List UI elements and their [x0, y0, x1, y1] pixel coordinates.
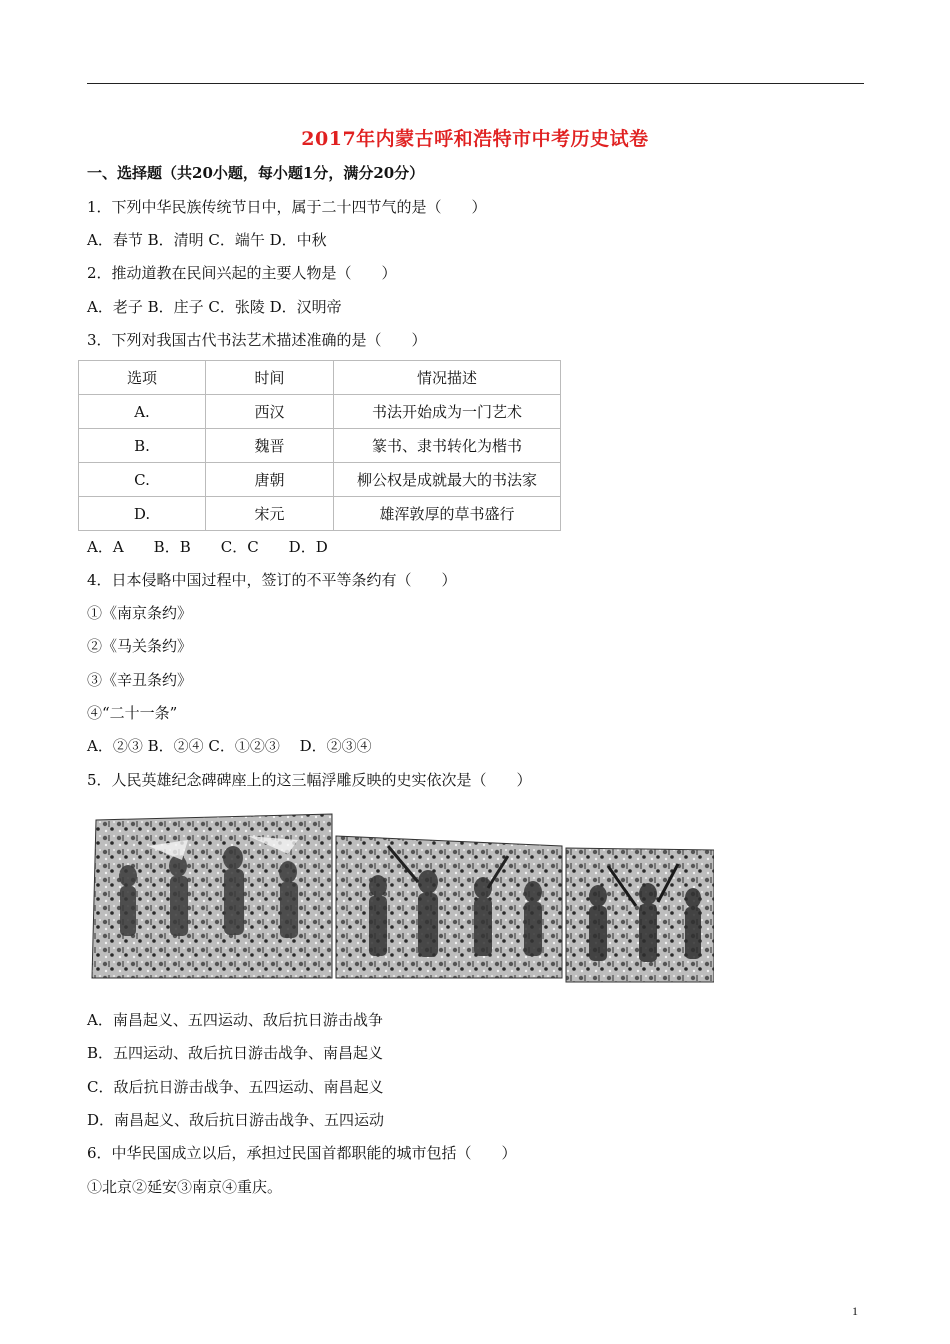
page-number: 1	[852, 1304, 858, 1318]
question-1-options: A．春节 B．清明 C．端午 D．中秋	[87, 231, 327, 249]
question-3-options: A．A B．B C．C D．D	[87, 538, 328, 556]
table-cell: 篆书、隶书转化为楷书	[334, 429, 561, 463]
table-header-cell: 选项	[79, 361, 206, 395]
question-4-stem: 4．日本侵略中国过程中，签订的不平等条约有（ ）	[87, 571, 457, 589]
table-cell: A.	[79, 395, 206, 429]
table-header-row	[79, 361, 561, 395]
question-6-item: ①北京②延安③南京④重庆。	[87, 1178, 283, 1196]
question-3-stem: 3．下列对我国古代书法艺术描述准确的是（ ）	[87, 331, 427, 349]
table-cell: 西汉	[206, 395, 334, 429]
table-row	[79, 497, 561, 531]
question-5-stem: 5．人民英雄纪念碑碑座上的这三幅浮雕反映的史实依次是（ ）	[87, 771, 532, 789]
question-5-option: B．五四运动、敌后抗日游击战争、南昌起义	[87, 1044, 384, 1062]
question-2-stem: 2．推动道教在民间兴起的主要人物是（ ）	[87, 264, 397, 282]
question-4-item: ①《南京条约》	[87, 604, 193, 622]
table-cell: 唐朝	[206, 463, 334, 497]
table-cell: D.	[79, 497, 206, 531]
question-4-item: ④“二十一条”	[87, 704, 178, 722]
question-6-stem: 6．中华民国成立以后，承担过民国首都职能的城市包括（ ）	[87, 1144, 517, 1162]
question-4-options: A．②③ B．②④ C．①②③ D．②③④	[87, 737, 372, 755]
question-1-stem: 1．下列中华民族传统节日中，属于二十四节气的是（ ）	[87, 198, 487, 216]
table-cell: 柳公权是成就最大的书法家	[334, 463, 561, 497]
section-heading: 一、选择题（共20小题，每小题1分，满分20分）	[87, 164, 425, 182]
table-cell: 雄浑敦厚的草书盛行	[334, 497, 561, 531]
question-5-option: D．南昌起义、敌后抗日游击战争、五四运动	[87, 1111, 385, 1129]
page-title: 2017年内蒙古呼和浩特市中考历史试卷	[301, 128, 649, 150]
table-row	[79, 395, 561, 429]
table-header-cell: 情况描述	[334, 361, 561, 395]
question-5-option: C．敌后抗日游击战争、五四运动、南昌起义	[87, 1078, 384, 1096]
table-header-cell: 时间	[206, 361, 334, 395]
question-2-options: A．老子 B．庄子 C．张陵 D．汉明帝	[87, 298, 342, 316]
table-cell: 魏晋	[206, 429, 334, 463]
table-cell: C.	[79, 463, 206, 497]
question-4-item: ③《辛丑条约》	[87, 671, 193, 689]
table-row	[79, 463, 561, 497]
header-rule	[87, 83, 864, 84]
question-5-option: A．南昌起义、五四运动、敌后抗日游击战争	[87, 1011, 383, 1029]
relief-sculpture-image	[88, 806, 714, 984]
table-cell: 宋元	[206, 497, 334, 531]
table-cell: 书法开始成为一门艺术	[334, 395, 561, 429]
question-4-item: ②《马关条约》	[87, 637, 193, 655]
table-cell: B.	[79, 429, 206, 463]
calligraphy-table	[78, 360, 561, 531]
table-row	[79, 429, 561, 463]
